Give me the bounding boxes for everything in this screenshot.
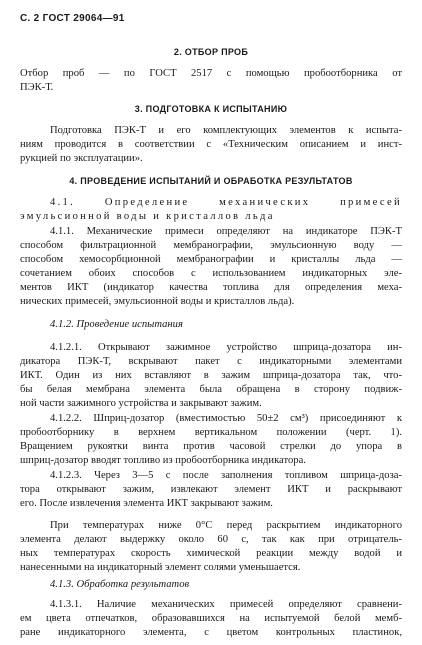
section-4-1-1-line-1: 4.1.1. Механические примеси определяют на индикаторе ПЭК-Т [50, 226, 402, 237]
section-4-title: 4. ПРОВЕДЕНИЕ ИСПЫТАНИЙ И ОБРАБОТКА РЕЗУЛЬТАТОВ [69, 176, 353, 186]
temperature-note-line-2: элемента делают выдержку около 60 с, так как при отрицатель- [20, 534, 402, 545]
page-header: С. 2 ГОСТ 29064—91 [20, 13, 125, 24]
temperature-note-line-1: При температурах ниже 0°С перед раскрытием индикаторного [50, 520, 402, 531]
section-4-1-2-3-line-1: 4.1.2.3. Через 3—5 с после заполнения топливом шприца-доза- [50, 470, 402, 481]
section-3-line-3: рукцией по эксплуатации». [20, 153, 143, 164]
section-4-1-3-title: 4.1.3. Обработка результатов [50, 579, 190, 590]
section-4-1-1-line-2: способом фильтрационной мембранографии, эмульсионную воду — [20, 240, 402, 251]
section-4-1-2-1-line-5: ной части зажимного устройства и закрывают зажим. [20, 398, 262, 409]
section-4-1-title-line-1: 4.1. Определение механических примесей [50, 197, 402, 208]
section-4-1-3-1-line-1: 4.1.3.1. Наличие механических примесей определяют сравнени- [50, 599, 402, 610]
section-4-1-2-2-line-3: Вращением рукоятки винта против часовой стрелки до упора в [20, 441, 402, 452]
temperature-note-line-4: нанесенными на индикаторный элемент солями уменьшается. [20, 562, 301, 573]
section-2-line-1: Отбор проб — по ГОСТ 2517 с помощью пробоотборника от [20, 68, 402, 79]
section-4-1-2-1-line-3: ИКТ. Один из них вставляют в зажим шприца-дозатора так, что- [20, 370, 402, 381]
section-4-1-2-1-line-2: дикатора ПЭК-Т, вскрывают пакет с индикаторными элементами [20, 356, 402, 367]
section-4-1-2-1-line-1: 4.1.2.1. Открывают зажимное устройство шприца-дозатора ин- [50, 342, 402, 353]
section-3-title: 3. ПОДГОТОВКА К ИСПЫТАНИЮ [134, 104, 288, 114]
section-3-line-1: Подготовка ПЭК-Т и его комплектующих элементов к испыта- [50, 125, 402, 136]
section-4-1-2-2-line-1: 4.1.2.2. Шприц-дозатор (вместимостью 50±2 см³) присоединяют к [50, 413, 402, 424]
section-4-1-2-title: 4.1.2. Проведение испытания [50, 319, 183, 330]
temperature-note-line-3: ных температурах скорость химической реакции между водой и [20, 548, 402, 559]
section-4-1-2-2-line-2: пробоотборнику в верхнем вертикальном положении (черт. 1). [20, 427, 402, 438]
section-4-1-2-2-line-4: шприц-дозатор вводят топливо из пробоотборника индикатора. [20, 455, 306, 466]
section-2-line-2: ПЭК-Т. [20, 82, 54, 93]
section-4-1-3-1-line-2: ем цвета отпечатков, образовавшихся на испытуемой белой мемб- [20, 613, 402, 624]
section-4-1-2-3-line-2: тора открывают зажим, извлекают элемент ИКТ и раскрывают [20, 484, 402, 495]
section-4-1-1-line-4: сочетанием обоих способов с использованием индикаторных эле- [20, 268, 402, 279]
section-4-1-2-1-line-4: бы белая мембрана элемента была обращена в сторону подвиж- [20, 384, 402, 395]
section-4-1-3-1-line-3: ране индикаторного элемента, с цветом контрольных пластинок, [20, 627, 402, 638]
section-4-1-1-line-3: способом хемосорбционной мембранографии и кристаллы льда — [20, 254, 402, 265]
section-4-1-2-3-line-3: его. После извлечения элемента ИКТ закрывают зажим. [20, 498, 273, 509]
section-4-1-title-line-2: эмульсионной воды и кристаллов льда [20, 211, 275, 222]
section-2-title: 2. ОТБОР ПРОБ [173, 47, 249, 57]
section-4-1-1-line-5: ментов ИКТ (индикатор качества топлива для определения меха- [20, 282, 402, 293]
section-3-line-2: ниям проводится в соответствии с «Техническим описанием и инст- [20, 139, 402, 150]
section-4-1-1-line-6: нических примесей, эмульсионной воды и кристаллов льда). [20, 296, 295, 307]
